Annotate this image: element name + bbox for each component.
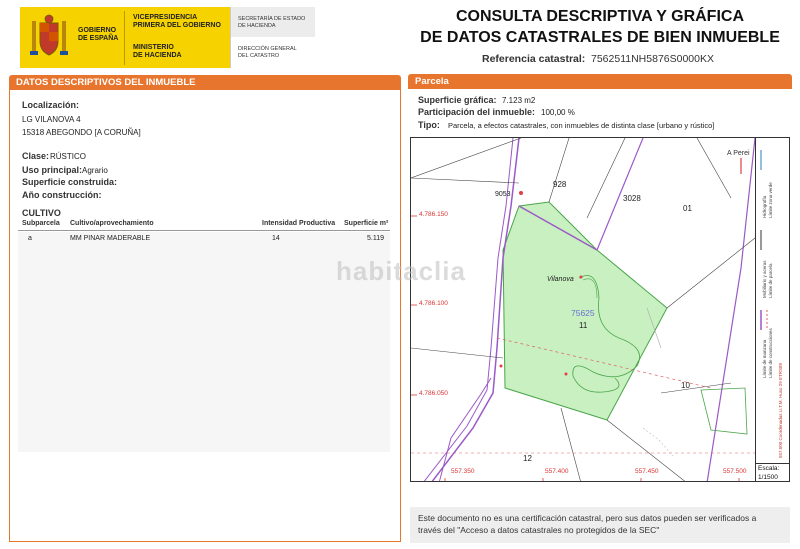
label-11: 11 [579,321,588,330]
coord-x4: 557.500 [723,468,747,475]
ref-label: Referencia catastral: [482,53,586,65]
label-01: 01 [683,204,692,213]
legend-green: Límite zona verde [768,182,773,218]
gov-name: GOBIERNO DE ESPAÑA [78,27,119,42]
coord-y2: 4.786.100 [419,300,448,307]
cell-cultivo: MM PINAR MADERABLE [70,235,151,242]
cadastral-map [410,137,790,482]
coord-y3: 4.786.050 [419,390,448,397]
cultivo-title: CULTIVO [22,208,61,218]
legend-furniture: Mobiliario y aceras [762,260,767,298]
cell-intensidad: 14 [272,235,280,242]
participation-value: 100,00 % [541,108,575,117]
cell-superficie: 5.119 [367,235,384,242]
use-value: Agrario [82,166,108,175]
class-label: Clase: [22,151,50,161]
type-label: Tipo: [418,120,440,130]
legend-hydro: Hidrografía [762,195,767,218]
legend-parcel: Límite de parcela [768,263,773,298]
coord-x3: 557.450 [635,468,659,475]
ref-value: 7562511NH5876S0000KX [591,53,714,65]
disclaimer-line1: Este documento no es una certificación catastral, pero sus datos pueden ser verificados a [418,513,757,523]
scale-value: 1/1500 [758,474,778,481]
coord-y1: 4.786.150 [419,211,448,218]
label-9053: 9053 [495,191,511,198]
coord-x1: 557.350 [451,468,475,475]
ministry: MINISTERIO DE HACIENDA [133,44,182,59]
legend-block: Límite de manzana [762,339,767,378]
built-area-label: Superficie construida: [22,177,118,187]
legend-coords: 557.500 Coordenadas U.T.M. Huso 29 ETRS89 [778,362,783,458]
secretariat: SECRETARÍA DE ESTADO DE HACIENDA [238,16,306,29]
label-928: 928 [553,180,567,189]
location-line1: LG VILANOVA 4 [22,115,81,124]
coat-of-arms-icon [28,13,70,61]
col-cultivo: Cultivo/aprovechamiento [70,220,154,227]
directorate: DIRECCIÓN GENERAL DEL CATASTRO [238,46,297,59]
use-label: Uso principal: [22,165,83,175]
section-title-descriptive: DATOS DESCRIPTIVOS DEL INMUEBLE [9,75,401,90]
label-75625: 75625 [571,308,595,318]
graphic-area-label: Superficie gráfica: [418,95,497,105]
secretariat-block [230,7,314,68]
label-3028: 3028 [623,194,641,203]
header [0,0,800,72]
participation-label: Participación del inmueble: [418,107,536,117]
section-title-parcela: Parcela [408,74,792,89]
coord-x2: 557.400 [545,468,569,475]
type-value: Parcela, a efectos catastrales, con inmuebles de distinta clase [urbano y rústico] [448,121,715,130]
cell-subparcela: a [28,235,32,242]
year-label: Año construcción: [22,190,102,200]
col-subparcela: Subparcela [22,220,60,227]
location-line2: 15318 ABEGONDO [A CORUÑA] [22,128,141,137]
watermark: habitaclia [336,256,466,286]
legend-constructions: Límite de construcciones [768,328,773,378]
scale-box [755,463,790,482]
table-body [18,232,390,452]
page-title-line2: DE DATOS CATASTRALES DE BIEN INMUEBLE [420,29,780,46]
label-10: 10 [681,381,690,390]
class-value: RÚSTICO [50,152,86,161]
label-vilanova: Vilanova [547,276,574,283]
disclaimer-line2: través del "Acceso a datos catastrales no protegidos de la SEC" [418,525,660,535]
location-label: Localización: [22,100,80,110]
page-title-line1: CONSULTA DESCRIPTIVA Y GRÁFICA [455,8,744,25]
divider [124,11,125,65]
graphic-area-value: 7.123 m2 [502,96,536,105]
map-legend [755,138,790,463]
vicepresidency: VICEPRESIDENCIA PRIMERA DEL GOBIERNO [133,14,221,29]
scale-label: Escala: [758,465,780,472]
table-header [18,218,390,231]
label-a-pereiro: A Perei [727,150,750,157]
col-superficie: Superficie m² [344,220,389,227]
disclaimer-note [410,507,790,543]
label-12: 12 [523,454,532,463]
col-intensidad: Intensidad Productiva [262,220,336,227]
